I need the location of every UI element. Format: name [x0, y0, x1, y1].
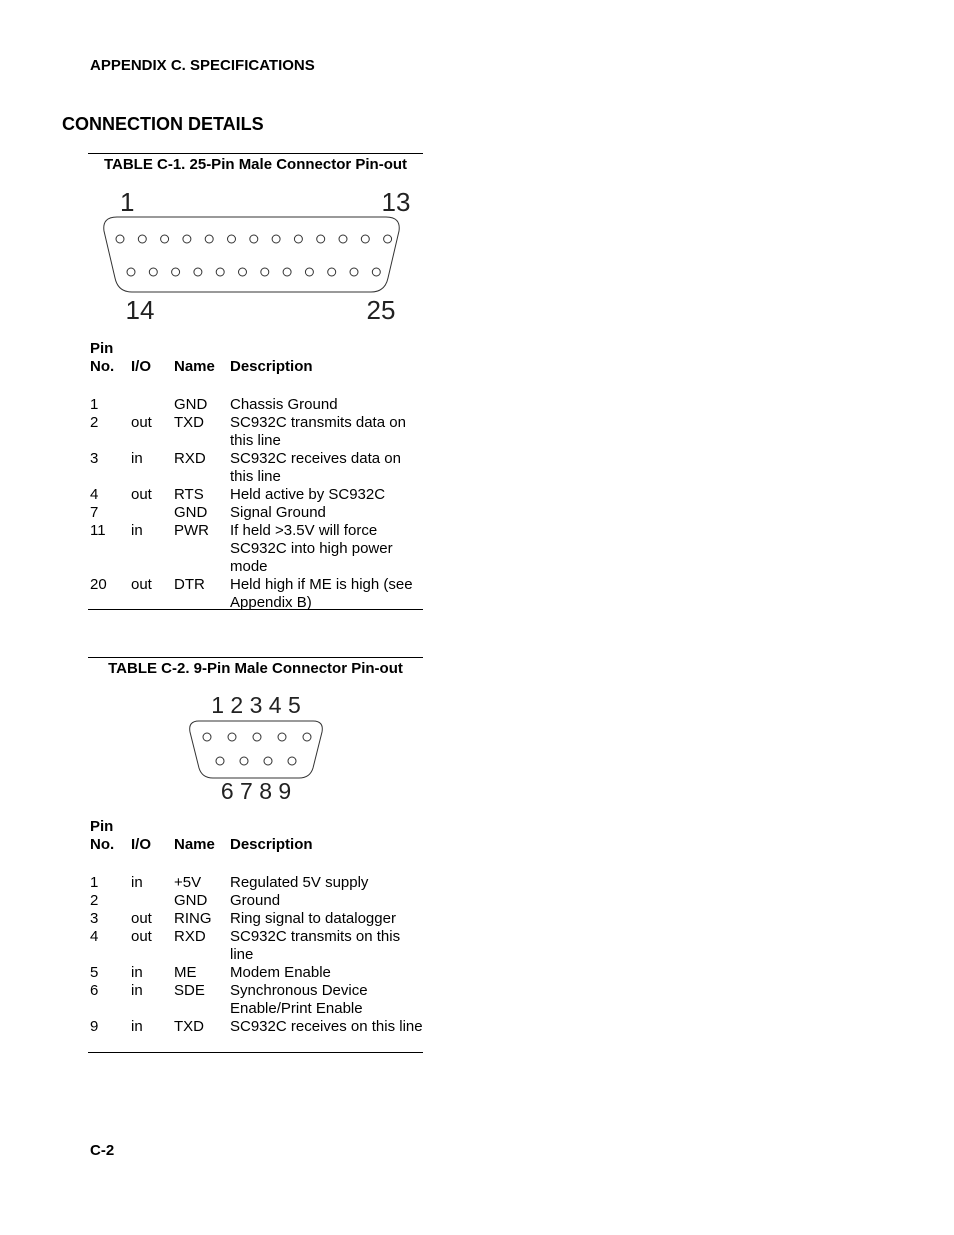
table-row: [88, 1018, 423, 1036]
table-row: [88, 874, 423, 892]
db25-pin-hole: [161, 235, 169, 243]
name-cell: PWR: [174, 522, 209, 539]
table2-bottom-rule: [88, 1052, 423, 1053]
io-cell: out: [131, 576, 152, 593]
description-cell: SC932C receives on this line: [230, 1018, 423, 1035]
table2-header-pin-line2: No.: [90, 836, 115, 853]
db25-pin-hole: [149, 268, 157, 276]
pin-cell: 7: [90, 504, 99, 521]
table-row: [88, 910, 423, 928]
page-number: C-2: [90, 1142, 115, 1159]
table1-bottom-rule: [88, 609, 423, 610]
table-row: [88, 450, 423, 486]
table2-header-io: I/O: [131, 836, 152, 853]
description-cell: SC932C receives data on this line: [230, 450, 401, 485]
db25-pin-hole: [183, 235, 191, 243]
io-cell: in: [131, 450, 143, 467]
db25-pin-hole: [339, 235, 347, 243]
description-cell: Held active by SC932C: [230, 486, 386, 503]
db25-pin-hole: [127, 268, 135, 276]
db25-pin-hole: [216, 268, 224, 276]
table2-header-pin-line1: Pin: [90, 818, 114, 835]
name-cell: GND: [174, 504, 208, 521]
name-cell: RXD: [174, 928, 206, 945]
description-cell: Held high if ME is high (see Appendix B): [230, 576, 413, 611]
name-cell: ME: [174, 964, 197, 981]
io-cell: in: [131, 982, 143, 999]
name-cell: RXD: [174, 450, 206, 467]
io-cell: out: [131, 910, 152, 927]
table2-body: [88, 874, 423, 1036]
db9-pin-hole: [253, 733, 261, 741]
name-cell: +5V: [174, 874, 202, 891]
section-title: CONNECTION DETAILS: [62, 114, 264, 134]
table-row: [88, 522, 423, 576]
name-cell: TXD: [174, 1018, 204, 1035]
table2-pin-table: [88, 818, 423, 1036]
pin-cell: 4: [90, 928, 99, 945]
db9-pin-hole: [216, 757, 224, 765]
io-cell: out: [131, 928, 152, 945]
description-cell: SC932C transmits data on this line: [230, 414, 406, 449]
description-cell: Signal Ground: [230, 504, 326, 521]
db25-pin-hole: [261, 268, 269, 276]
description-cell: If held >3.5V will force SC932C into high power mode: [230, 522, 393, 575]
db25-pin-hole: [283, 268, 291, 276]
db9-pin-hole: [240, 757, 248, 765]
table2-header-row: [88, 818, 423, 858]
table2-header-name: Name: [174, 836, 215, 853]
pin-cell: 2: [90, 414, 99, 431]
table-row: [88, 414, 423, 450]
db9-pin-hole: [288, 757, 296, 765]
db25-pin-hole: [205, 235, 213, 243]
io-cell: in: [131, 522, 143, 539]
db25-pin-hole: [250, 235, 258, 243]
db25-pin-hole: [239, 268, 247, 276]
pin-cell: 5: [90, 964, 99, 981]
db25-pin-hole: [194, 268, 202, 276]
name-cell: RING: [174, 910, 212, 927]
db25-pin-hole: [305, 268, 313, 276]
table1-header-pin-line1: Pin: [90, 340, 114, 357]
table2-header-description: Description: [230, 836, 313, 853]
pin-cell: 3: [90, 450, 99, 467]
db25-pin-hole: [317, 235, 325, 243]
pin-cell: 3: [90, 910, 99, 927]
table-row: [88, 892, 423, 910]
io-cell: in: [131, 964, 143, 981]
table1-pin-table: [88, 340, 423, 612]
table-row: [88, 504, 423, 522]
db25-pin-hole: [350, 268, 358, 276]
io-cell: out: [131, 486, 152, 503]
db25-pin-hole: [294, 235, 302, 243]
name-cell: SDE: [174, 982, 205, 999]
table2-caption: TABLE C-2. 9-Pin Male Connector Pin-out: [108, 660, 403, 677]
pin-cell: 20: [90, 576, 107, 593]
pin-cell: 1: [90, 874, 99, 891]
db25-label-top-left: 1: [120, 187, 135, 217]
db25-pin-hole: [138, 235, 146, 243]
name-cell: GND: [174, 892, 208, 909]
io-cell: in: [131, 874, 143, 891]
io-cell: in: [131, 1018, 143, 1035]
db25-pin-hole: [228, 235, 236, 243]
db25-pin-hole: [172, 268, 180, 276]
table1-header-row: [88, 340, 423, 380]
table-row: [88, 396, 423, 414]
db9-label-top: 1 2 3 4 5: [211, 692, 301, 718]
db9-pin-hole: [303, 733, 311, 741]
db9-shell-outline: [190, 721, 323, 778]
db25-connector-diagram: [88, 186, 423, 326]
db9-pin-hole: [228, 733, 236, 741]
description-cell: SC932C transmits on this line: [230, 928, 401, 963]
db25-pin-hole: [372, 268, 380, 276]
description-cell: Synchronous Device Enable/Print Enable: [230, 982, 368, 1017]
db25-pin-hole: [328, 268, 336, 276]
table1-body: [88, 396, 423, 612]
table1-top-rule: [88, 153, 423, 154]
table1-caption: TABLE C-1. 25-Pin Male Connector Pin-out: [103, 156, 408, 173]
table1-header-pin-line2: No.: [90, 358, 115, 375]
db25-shell-outline: [104, 217, 399, 292]
pin-cell: 6: [90, 982, 99, 999]
db25-label-bottom-right: 25: [366, 295, 396, 325]
name-cell: TXD: [174, 414, 204, 431]
db25-pin-hole: [116, 235, 124, 243]
name-cell: DTR: [174, 576, 205, 593]
db25-pin-hole: [272, 235, 280, 243]
description-cell: Ground: [230, 892, 281, 909]
table1-header-io: I/O: [131, 358, 152, 375]
table-row: [88, 928, 423, 964]
db9-pin-hole: [278, 733, 286, 741]
description-cell: Modem Enable: [230, 964, 331, 981]
pin-cell: 4: [90, 486, 99, 503]
running-head: APPENDIX C. SPECIFICATIONS: [90, 57, 315, 74]
table2-top-rule: [88, 657, 423, 658]
table1-header-name: Name: [174, 358, 215, 375]
table1-header-description: Description: [230, 358, 313, 375]
description-cell: Chassis Ground: [230, 396, 338, 413]
db9-label-bottom: 6 7 8 9: [220, 778, 292, 804]
db9-pin-hole: [264, 757, 272, 765]
table-row: [88, 486, 423, 504]
table-row: [88, 576, 423, 612]
io-cell: out: [131, 414, 152, 431]
db25-pin-hole: [384, 235, 392, 243]
db25-pin-hole: [361, 235, 369, 243]
db25-label-top-right: 13: [381, 187, 411, 217]
description-cell: Regulated 5V supply: [230, 874, 369, 891]
pin-cell: 11: [90, 522, 106, 539]
db25-label-bottom-left: 14: [125, 295, 155, 325]
description-cell: Ring signal to datalogger: [230, 910, 396, 927]
pin-cell: 9: [90, 1018, 99, 1035]
pin-cell: 2: [90, 892, 99, 909]
pin-cell: 1: [90, 396, 99, 413]
db9-connector-diagram: [88, 690, 423, 805]
db9-pin-hole: [203, 733, 211, 741]
name-cell: GND: [174, 396, 208, 413]
table-row: [88, 982, 423, 1018]
name-cell: RTS: [174, 486, 204, 503]
table-row: [88, 964, 423, 982]
